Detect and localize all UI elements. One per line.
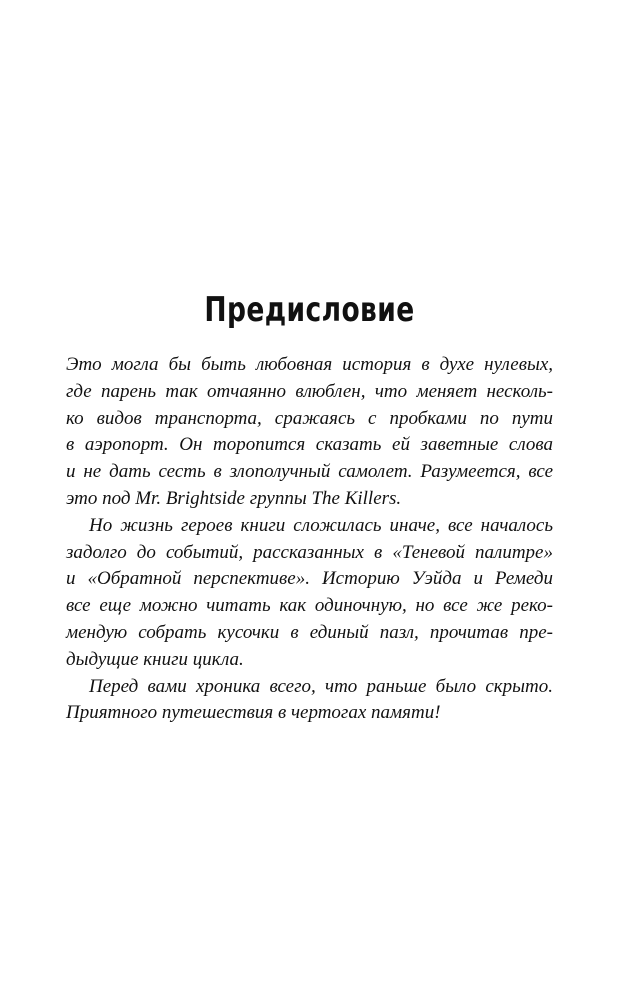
text-line: ко видов транспорта, сражаясь с пробками по пути xyxy=(66,407,553,429)
paragraph-1 xyxy=(66,352,553,513)
text-line: дыдущие книги цикла. xyxy=(66,648,244,670)
text-line: где парень так отчаянно влюблен, что меняет несколь- xyxy=(66,380,553,402)
preface-text xyxy=(66,352,553,727)
page-title: Предисловие xyxy=(204,290,415,330)
text-line: в аэропорт. Он торопится сказать ей заветные слова xyxy=(66,434,553,456)
paragraph-3 xyxy=(66,674,553,728)
text-line: и «Обратной перспективе». Историю Уэйда и Ремеди xyxy=(66,568,553,590)
text-line: все еще можно читать как одиночную, но все же реко- xyxy=(66,595,553,617)
text-line: мендую собрать кусочки в единый пазл, прочитав пре- xyxy=(66,621,553,643)
text-line: Но жизнь героев книги сложилась иначе, все началось xyxy=(89,514,553,536)
text-line: Перед вами хроника всего, что раньше было скрыто. xyxy=(89,675,553,697)
text-line: Приятного путешествия в чертогах памяти! xyxy=(66,702,441,724)
text-line: задолго до событий, рассказанных в «Теневой палитре» xyxy=(66,541,553,563)
paragraph-2 xyxy=(66,513,553,674)
text-line: и не дать сесть в злополучный самолет. Разумеется, все xyxy=(66,461,553,483)
text-line: это под Mr. Brightside группы The Killers. xyxy=(66,487,402,509)
text-line: Это могла бы быть любовная история в духе нулевых, xyxy=(66,354,553,375)
